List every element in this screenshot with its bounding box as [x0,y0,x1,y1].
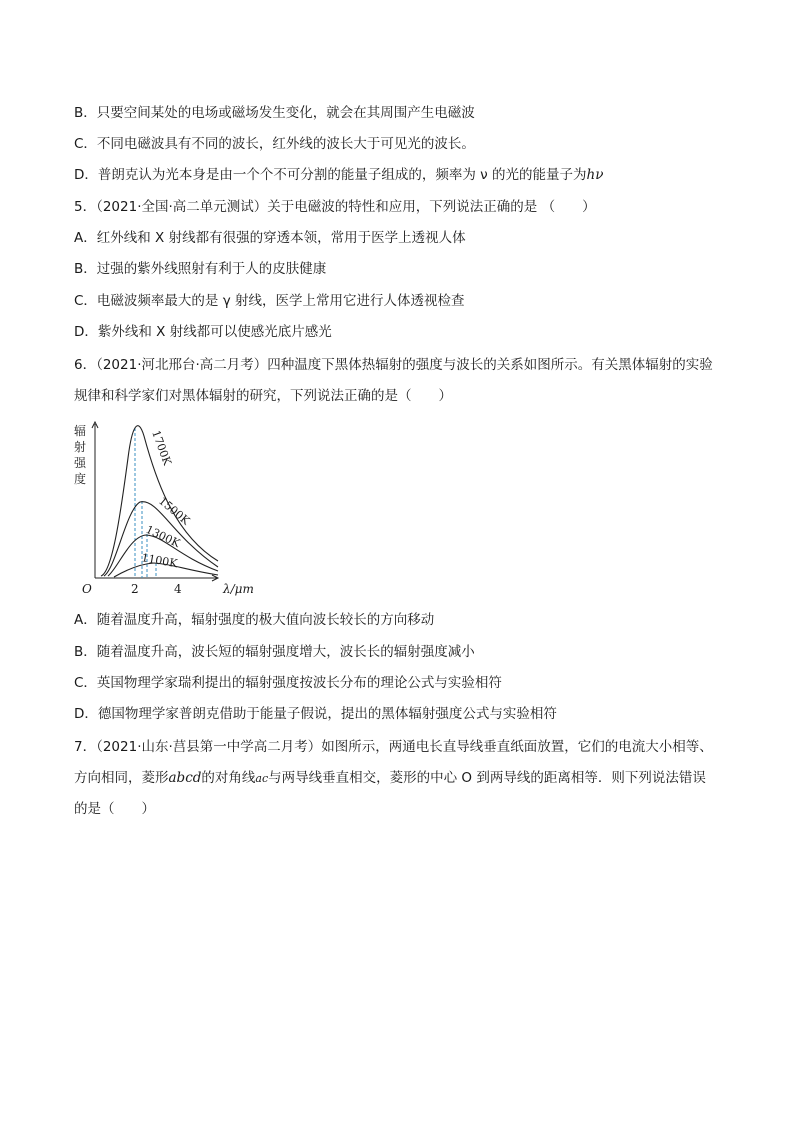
prev-option-c: C．不同电磁波具有不同的波长，红外线的波长大于可见光的波长。 [74,136,475,152]
y-axis-label [74,424,87,486]
prev-option-d [74,166,603,184]
q5-option-d: D．紫外线和 X 射线都可以使感光底片感光 [74,324,332,340]
q5-option-c: C．电磁波频率最大的是 γ 射线，医学上常用它进行人体透视检查 [74,293,465,309]
q6-stem-line2: 规律和科学家们对黑体辐射的研究，下列说法正确的是（ ） [74,388,452,404]
prev-option-b: B．只要空间某处的电场或磁场发生变化，就会在其周围产生电磁波 [74,105,475,121]
curve-label-1100k: 1100K [140,551,179,571]
curve-label-1300k: 1300K [143,522,183,551]
q7-stem-line2 [74,769,706,788]
q5-option-b: B．过强的紫外线照射有利于人的皮肤健康 [74,261,327,277]
q6-stem-line1: 6．（2021·河北邢台·高二月考）四种温度下黑体热辐射的强度与波长的关系如图所示。有关黑体辐射的实验 [74,357,713,373]
q7-diagonal-symbol: ac [255,772,269,785]
q6-option-a: A．随着温度升高，辐射强度的极大值向波长较长的方向移动 [74,612,435,628]
y-label-char-4: 度 [74,472,87,486]
q6-option-d: D．德国物理学家普朗克借助于能量子假说，提出的黑体辐射强度公式与实验相符 [74,706,557,722]
curve-label-1700k: 1700K [149,428,174,468]
q7-stem-line2-part-c: 与两导线垂直相交，菱形的中心 O 到两导线的距离相等．则下列说法错误 [268,770,706,786]
origin-label: O [82,582,92,596]
q7-stem-line1: 7．（2021·山东·莒县第一中学高二月考）如图所示，两通电长直导线垂直纸面放置，它们的电流大小相等、 [74,739,713,755]
q6-option-b: B．随着温度升高，波长短的辐射强度增大，波长长的辐射强度减小 [74,644,475,660]
q7-rhombus-symbol: abcd [168,770,202,786]
y-label-char-2: 射 [74,440,87,454]
y-label-char-1: 辐 [74,424,87,438]
prev-option-d-text: D．普朗克认为光本身是由一个个不可分割的能量子组成的，频率为 ν 的光的能量子为 [74,167,587,183]
x-axis-label: λ/μm [223,582,254,596]
x-tick-2: 2 [131,582,139,596]
q7-stem-line2-part-b: 的对角线 [201,770,256,786]
q7-stem-line2-part-a: 方向相同，菱形 [74,770,169,786]
q6-option-c: C．英国物理学家瑞利提出的辐射强度按波长分布的理论公式与实验相符 [74,675,502,691]
y-label-char-3: 强 [74,456,87,470]
x-tick-4: 4 [174,582,182,596]
q5-stem: 5．（2021·全国·高二单元测试）关于电磁波的特性和应用，下列说法正确的是 （ ） [74,199,596,215]
q7-stem-line3: 的是（ ） [74,801,155,817]
blackbody-radiation-figure [68,418,254,600]
curve-label-1500k: 1500K [156,494,193,528]
prev-option-d-symbol: hν [586,167,604,183]
q5-option-a: A．红外线和 X 射线都有很强的穿透本领，常用于医学上透视人体 [74,230,466,246]
